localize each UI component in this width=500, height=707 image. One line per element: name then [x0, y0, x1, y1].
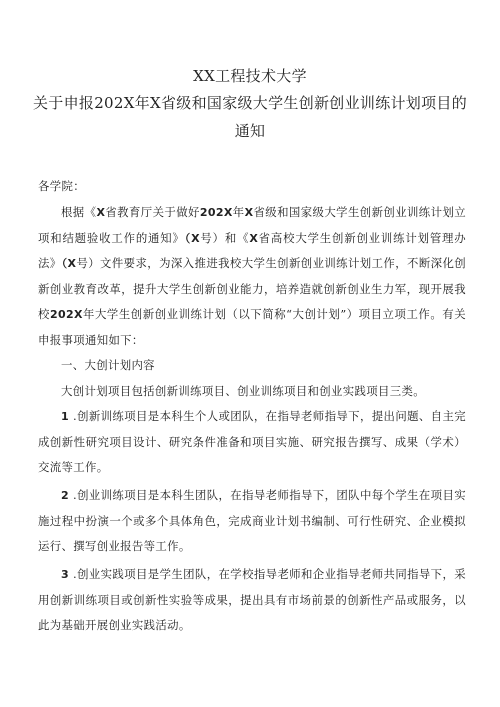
item-number: 1	[61, 410, 70, 423]
intro-text: （X	[184, 231, 200, 245]
intro-paragraph	[38, 200, 466, 353]
intro-text: 号）和《	[199, 230, 250, 245]
intro-text: 省高校大学生创新创业训练计划管理办法》	[38, 230, 467, 270]
intro-text: 年	[232, 205, 245, 219]
intro-text: 年大学生创新创业训练计划（以下简称“大创计划”）项目立项工作。有关申报事项通知如下：	[38, 307, 466, 347]
item-number: 3	[61, 568, 70, 581]
university-name: XX工程技术大学	[193, 67, 307, 85]
section-heading: 一、大创计划内容	[61, 358, 155, 372]
intro-text: 根据《	[61, 205, 97, 219]
notice-title-continued: 通知	[234, 122, 266, 140]
intro-text: 省级和国家级大学生创新创业训练计划立项和结题验收工作的通知》	[38, 205, 466, 245]
intro-text: X	[96, 206, 106, 219]
list-item	[38, 404, 466, 481]
item-text: .创新训练项目是本科生个人或团队，在指导老师指导下，提出问题、自主完成创新性研究项目设计、研究条件准备和项目实施、研究报告撰写、成果（学术）交流等工作。	[38, 409, 466, 474]
intro-text: 省教育厅关于做好	[105, 205, 200, 219]
item-text: .创业训练项目是本科生团队，在指导老师指导下，团队中每个学生在项目实施过程中扮演一个或多个具体角色，完成商业计划书编制、可行性研究、企业模拟运行、撰写创业报告等工作。	[38, 488, 466, 553]
intro-text: 号）文件要求，为深入推进我校大学生创新创业训练计划工作，不断深化创新创业教育改革，提升大学生创新创业能力，培养造就创新创业生力军，现开展我校	[38, 256, 466, 321]
intro-text: X	[244, 206, 254, 219]
list-item	[38, 483, 466, 560]
salutation: 各学院：	[38, 179, 85, 193]
intro-text: X	[249, 231, 259, 245]
notice-title: 关于申报202X年X省级和国家级大学生创新创业训练计划项目的	[33, 94, 467, 112]
section-summary: 大创计划项目包括创新训练项目、创业训练项目和创业实践项目三类。	[61, 384, 425, 398]
intro-text: （X	[61, 257, 77, 270]
item-number: 2	[61, 489, 70, 502]
list-item	[38, 562, 466, 639]
intro-text: 202X	[199, 206, 233, 219]
intro-text: 202X	[49, 308, 83, 321]
item-text: .创业实践项目是学生团队，在学校指导老师和企业指导老师共同指导下，采用创新训练项目或创新性实验等成果，提出具有市场前景的创新性产品或服务，以此为基础开展创业实践活动。	[38, 567, 466, 632]
